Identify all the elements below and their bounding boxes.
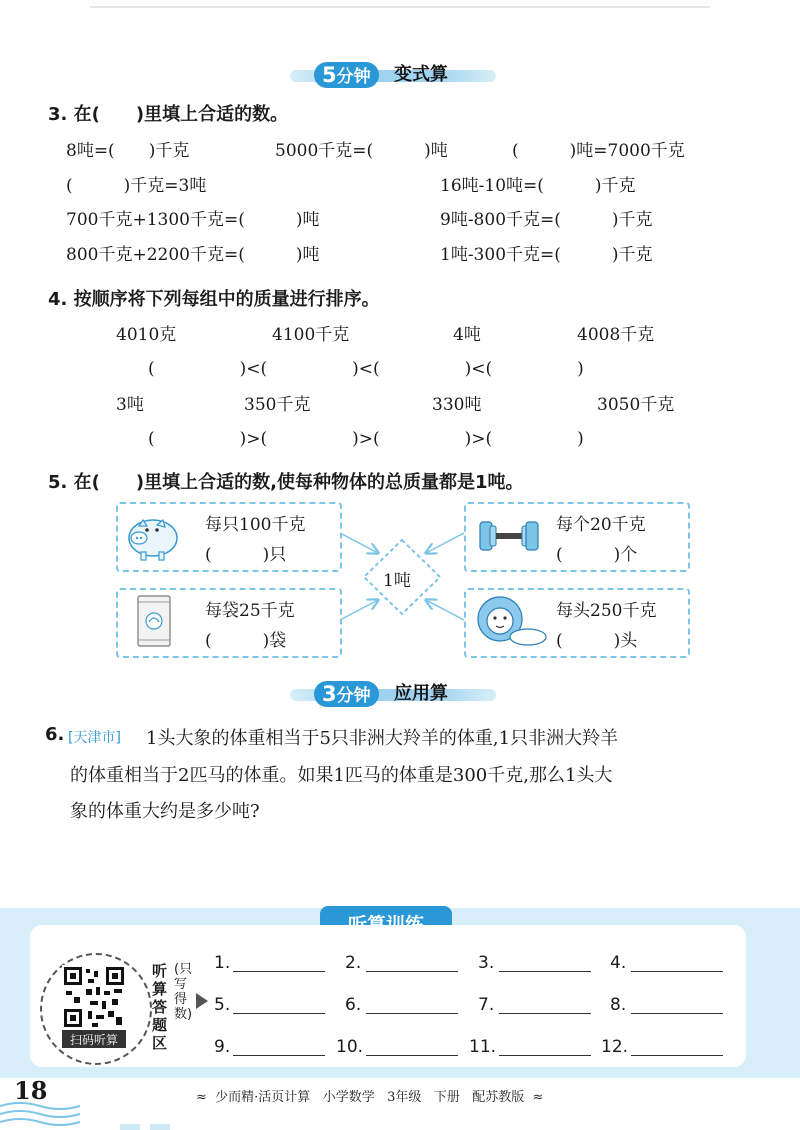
section-title: 应用算 bbox=[394, 683, 448, 704]
q4-mass: 4010克 bbox=[116, 325, 177, 345]
answer-blank[interactable] bbox=[499, 971, 591, 972]
time-pill: 3分钟 bbox=[314, 681, 379, 707]
answer-area-label: 听算答题区 bbox=[152, 962, 168, 1052]
q3-item: ( )吨=7000千克 bbox=[512, 141, 685, 161]
q6-text: 的体重相当于2匹马的体重。如果1匹马的体重是300千克,那么1头大 bbox=[70, 765, 613, 786]
qr-code-icon[interactable] bbox=[62, 965, 126, 1029]
lion-icon bbox=[470, 591, 550, 651]
section-banner-2 bbox=[290, 681, 496, 707]
answer-blank[interactable] bbox=[366, 971, 458, 972]
q5-heading: 5. 在( )里填上合适的数,使每种物体的总质量都是1吨。 bbox=[48, 472, 524, 493]
answer-number: 7. bbox=[478, 995, 495, 1015]
q6-region-tag: [天津市] bbox=[68, 730, 121, 746]
q3-item: 1吨-300千克=( )千克 bbox=[440, 245, 653, 265]
answer-number: 1. bbox=[214, 953, 231, 973]
q4-mass: 4100千克 bbox=[272, 325, 350, 345]
answer-area-note: (只写得数) bbox=[174, 962, 193, 1022]
answer-blank[interactable] bbox=[233, 1055, 325, 1056]
q4-order-row: ( )<( )<( )<( ) bbox=[148, 359, 584, 379]
answer-blank[interactable] bbox=[631, 971, 723, 972]
q3-item: 700千克+1300千克=( )吨 bbox=[66, 210, 320, 230]
answer-blank[interactable] bbox=[499, 1013, 591, 1014]
answer-number: 5. bbox=[214, 995, 231, 1015]
answer-blank[interactable] bbox=[631, 1055, 723, 1056]
time-pill: 5分钟 bbox=[314, 62, 379, 88]
q6-text: 1头大象的体重相当于5只非洲大羚羊的体重,1只非洲大羚羊 bbox=[146, 728, 619, 749]
q4-order-row: ( )>( )>( )>( ) bbox=[148, 429, 584, 449]
q5-blank: ( )个 bbox=[556, 545, 638, 565]
answer-number: 11. bbox=[469, 1037, 497, 1057]
q5-blank: ( )袋 bbox=[205, 631, 287, 651]
answer-blank[interactable] bbox=[233, 971, 325, 972]
answer-blank[interactable] bbox=[366, 1055, 458, 1056]
q3-heading: 3. 在( )里填上合适的数。 bbox=[48, 104, 289, 125]
q4-mass: 3050千克 bbox=[597, 395, 675, 415]
qr-label: 扫码听算 bbox=[69, 1033, 118, 1047]
page-number: 18 bbox=[14, 1076, 48, 1105]
answer-number: 4. bbox=[610, 953, 627, 973]
answer-blank[interactable] bbox=[499, 1055, 591, 1056]
q4-heading: 4. 按顺序将下列每组中的质量进行排序。 bbox=[48, 289, 380, 310]
answer-number: 12. bbox=[601, 1037, 629, 1057]
q6-number: 6. bbox=[45, 724, 65, 745]
q4-mass: 3吨 bbox=[116, 395, 144, 415]
q4-mass: 350千克 bbox=[244, 395, 311, 415]
pig-icon bbox=[121, 508, 185, 564]
section-title: 变式算 bbox=[394, 64, 448, 85]
bag-icon bbox=[134, 592, 174, 650]
q4-mass: 4吨 bbox=[453, 325, 481, 345]
footer-info: ≈ 少而精·活页计算 小学数学 3年级 下册 配苏教版 ≈ bbox=[196, 1090, 544, 1105]
dumbbell-icon bbox=[476, 516, 542, 556]
q3-item: 5000千克=( )吨 bbox=[275, 141, 448, 161]
q5-each: 每袋25千克 bbox=[205, 601, 295, 621]
answer-number: 10. bbox=[336, 1037, 364, 1057]
q5-each: 每个20千克 bbox=[556, 515, 646, 535]
answer-number: 3. bbox=[478, 953, 495, 973]
q4-mass: 4008千克 bbox=[577, 325, 655, 345]
answer-number: 9. bbox=[214, 1037, 231, 1057]
q6-text: 象的体重大约是多少吨? bbox=[70, 801, 260, 822]
answer-number: 2. bbox=[345, 953, 362, 973]
q5-each: 每头250千克 bbox=[556, 601, 657, 621]
q3-item: ( )千克=3吨 bbox=[66, 176, 207, 196]
answer-blank[interactable] bbox=[233, 1013, 325, 1014]
answer-blank[interactable] bbox=[366, 1013, 458, 1014]
q5-blank: ( )头 bbox=[556, 631, 638, 651]
play-arrow-icon bbox=[196, 993, 208, 1009]
q3-item: 8吨=( )千克 bbox=[66, 141, 190, 161]
q3-item: 800千克+2200千克=( )吨 bbox=[66, 245, 320, 265]
q5-blank: ( )只 bbox=[205, 545, 287, 565]
q3-item: 16吨-10吨=( )千克 bbox=[440, 176, 636, 196]
q3-item: 9吨-800千克=( )千克 bbox=[440, 210, 653, 230]
answer-blank[interactable] bbox=[631, 1013, 723, 1014]
q5-each: 每只100千克 bbox=[205, 515, 306, 535]
q5-center-total: 1吨 bbox=[383, 571, 411, 591]
answer-number: 6. bbox=[345, 995, 362, 1015]
q4-mass: 330吨 bbox=[432, 395, 482, 415]
answer-number: 8. bbox=[610, 995, 627, 1015]
